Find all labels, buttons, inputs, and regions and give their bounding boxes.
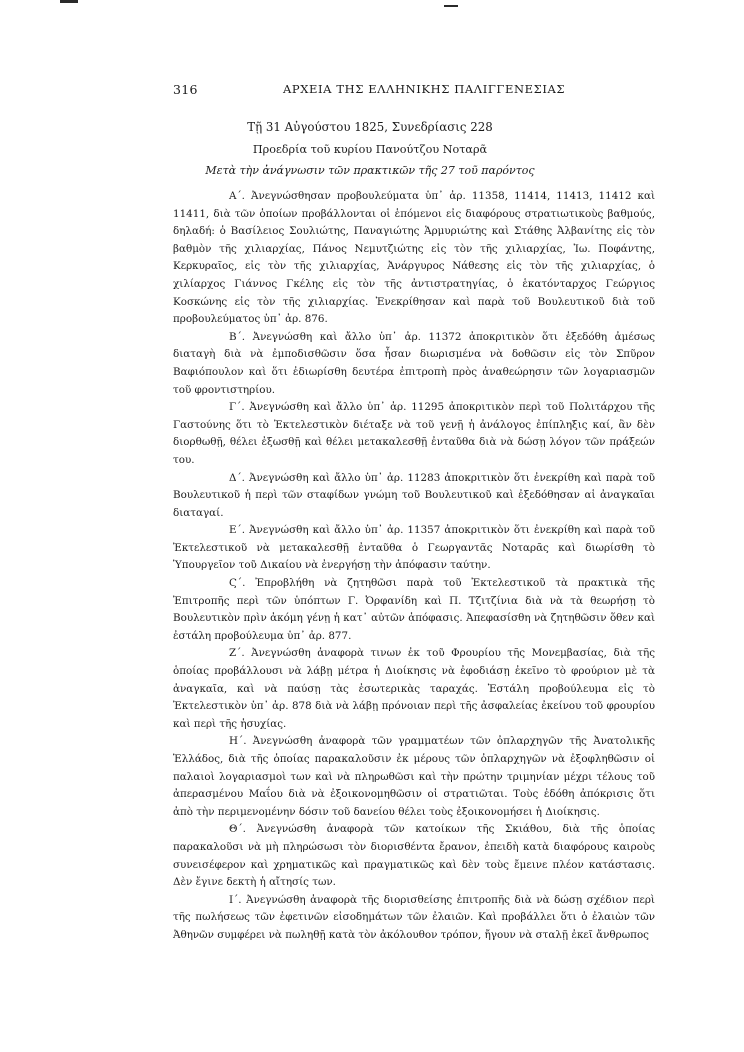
page-number: 316: [173, 82, 198, 97]
paragraph-g: Ζ΄. Ἀνεγνώσθη ἀναφορὰ τινων ἐκ τοῦ Φρουρίου τῆς Μονεμβασίας, διὰ τῆς ὁποίας προβάλλουσι νὰ λάβῃ μέτρα ἡ Διοίκησις νὰ ἐφοδιάσῃ ἐκεῖνο τὸ φρούριον μὲ τὰ ἀναγκαῖα, καὶ νὰ παύσῃ τὰς ἐσωτερικὰς ταραχάς. Ἐστάλη προβούλευμα εἰς τὸ Ἐκτελεστικὸν ὑπ᾽ ἀρ. 878 διὰ νὰ λάβῃ πρόνοιαν περὶ τῆς ἀσφαλείας ἐκείνου τοῦ φρουρίου καὶ περὶ τῆς ἡσυχίας.: [173, 647, 655, 730]
paragraph-j: Ι΄. Ἀνεγνώσθη ἀναφορὰ τῆς διορισθείσης ἐπιτροπῆς διὰ νὰ δώσῃ σχέδιον περὶ τῆς πωλήσεως τῶν ἐφετινῶν εἰσοδημάτων τῶν ἐλαιῶν. Καὶ προβάλλει ὅτι ὁ ἐλαιὼν τῶν Ἀθηνῶν συμφέρει νὰ πωληθῇ κατὰ τὸν ἀκόλουθον τρόπον, ἤγουν νὰ σταλῇ ἐκεῖ ἄνθρωπος: [173, 893, 655, 941]
running-title: ΑΡΧΕΙΑ ΤΗΣ ΕΛΛΗΝΙΚΗΣ ΠΑΛΙΓΓΕΝΕΣΙΑΣ: [283, 82, 566, 96]
paragraph-f: Ϛ΄. Ἐπροβλήθη νὰ ζητηθῶσι παρὰ τοῦ Ἐκτελεστικοῦ τὰ πρακτικὰ τῆς Ἐπιτροπῆς περὶ τῶν ὑπόπτων Γ. Ὀρφανίδη καὶ Π. Τζιτζίνια διὰ νὰ τὰ θεωρήσῃ τὸ Βουλευτικὸν πρὶν ἀκόμη γένῃ ἡ κατ᾽ αὐτῶν ἀπόφασις. Ἀπεφασίσθη νὰ ζητηθῶσιν ὅθεν καὶ ἐστάλη προβούλευμα ὑπ᾽ ἀρ. 877.: [173, 577, 655, 642]
document-body: [173, 188, 655, 945]
paragraph-a: Α΄. Ἀνεγνώσθησαν προβουλεύματα ὑπ᾽ ἀρ. 11358, 11414, 11413, 11412 καὶ 11411, διὰ τῶν ὁποίων προβάλλονται οἱ ἑπόμενοι εἰς διαφόρους στρατιωτικοὺς βαθμούς, δηλαδή: ὁ Βασίλειος Σουλιώτης, Παναγιώτης Ἁρμυριώτης καὶ Στάθης Ἀλβανίτης εἰς τὸν βαθμὸν τῆς χιλιαρχίας, Πάνος Νεμυτζιώτης εἰς τὸν τῆς χιλιαρχίας, Ἰω. Ποφάντης, Κερκυραῖος, εἰς τὸν τῆς χιλιαρχίας, Ἀνάργυρος Νάθεσης εἰς τὸν τῆς χιλιαρχίας, ὁ χιλίαρχος Γιάννος Γκέλης εἰς τὸν τῆς ἀντιστρατηγίας, ὁ ἑκατόνταρχος Γεώργιος Κοσκώνης εἰς τὸν τῆς χιλιαρχίας. Ἐνεκρίθησαν καὶ παρὰ τοῦ Βουλευτικοῦ διὰ τοῦ προβουλεύματος ὑπ᾽ ἀρ. 876.: [173, 190, 655, 326]
session-minutes-line: Μετὰ τὴν ἀνάγνωσιν τῶν πρακτικῶν τῆς 27 τοῦ παρόντος: [205, 164, 535, 177]
paragraph-i: Θ΄. Ἀνεγνώσθη ἀναφορὰ τῶν κατοίκων τῆς Σκιάθου, διὰ τῆς ὁποίας παρακαλοῦσι νὰ μὴ πληρώσωσι τὸν διορισθέντα ἔρανον, ἐπειδὴ κατὰ διαφόρους καιροὺς συνεισέφερον καὶ χρηματικῶς καὶ πραγματικῶς καὶ δὲν τοὺς ἔμεινε πλέον κατάστασις. Δὲν ἔγινε δεκτὴ ἡ αἴτησίς των.: [173, 823, 655, 889]
scan-artifact-center: [444, 5, 458, 7]
page-header: [173, 82, 566, 102]
session-chair-line: Προεδρία τοῦ κυρίου Πανούτζου Νοταρᾶ: [252, 143, 488, 156]
paragraph-e: Ε΄. Ἀνεγνώσθη καὶ ἄλλο ὑπ᾽ ἀρ. 11357 ἀποκριτικὸν ὅτι ἐνεκρίθη καὶ παρὰ τοῦ Ἐκτελεστικοῦ νὰ μετακαλεσθῇ ἐνταῦθα ὁ Γεωργαντᾶς Νοταρᾶς καὶ διωρίσθη τὸ Ὑπουργεῖον τοῦ Δικαίου νὰ ἐνεργήσῃ τὴν ἀπόφασιν ταύτην.: [173, 524, 655, 572]
session-date-line: Τῇ 31 Αὐγούστου 1825, Συνεδρίασις 228: [247, 120, 493, 134]
paragraph-h: Η΄. Ἀνεγνώσθη ἀναφορὰ τῶν γραμματέων τῶν ὀπλαρχηγῶν τῆς Ἀνατολικῆς Ἑλλάδος, διὰ τῆς ὁποίας παρακαλοῦσιν ἐκ μέρους τῶν ὀπλαρχηγῶν νὰ ἐξοφληθῶσιν οἱ παλαιοὶ λογαριασμοὶ των καὶ νὰ πληρωθῶσι καὶ τὴν πρώτην τριμηνίαν μέχρι τέλους τοῦ ἀπερασμένου Μαΐου διὰ νὰ ἐξοικονομηθῶσιν οἱ στρατιῶται. Τοὺς ἐδόθη ἀπόκρισις ὅτι ἀπὸ τὴν περιμενομένην δόσιν τοῦ δανείου θέλει τοὺς ἐξοικονομήσει ἡ Διοίκησις.: [173, 735, 655, 818]
scan-artifact-left: [60, 0, 78, 3]
paragraph-c: Γ΄. Ἀνεγνώσθη καὶ ἄλλο ὑπ᾽ ἀρ. 11295 ἀποκριτικὸν περὶ τοῦ Πολιτάρχου τῆς Γαστούνης ὅτι τὸ Ἐκτελεστικὸν διέταξε νὰ τοῦ γενῇ ἡ ἀνάλογος ἐπίπληξις καί, ἂν δὲν διορθωθῇ, θέλει ἐξωσθῇ καὶ θέλει μετακαλεσθῇ ἐνταῦθα διὰ νὰ δώσῃ λόγον τῶν πράξεών του.: [173, 401, 655, 466]
paragraph-b: Β΄. Ἀνεγνώσθη καὶ ἄλλο ὑπ᾽ ἀρ. 11372 ἀποκριτικὸν ὅτι ἐξεδόθη ἀμέσως διαταγὴ διὰ νὰ ἐμποδισθῶσιν ὅσα ἦσαν διωρισμένα νὰ δοθῶσιν εἰς τὸν Σπῦρον Βαφιόπουλον καὶ ὅτι ἐδιωρίσθη δευτέρα ἐπιτροπὴ πρὸς ἀναθεώρησιν τῶν λογαριασμῶν τοῦ φροντιστηρίου.: [173, 330, 655, 396]
paragraph-d: Δ΄. Ἀνεγνώσθη καὶ ἄλλο ὑπ᾽ ἀρ. 11283 ἀποκριτικὸν ὅτι ἐνεκρίθη καὶ παρὰ τοῦ Βουλευτικοῦ ἡ περὶ τῶν σταφίδων γνώμη τοῦ Βουλευτικοῦ καὶ ἐξεδόθησαν αἱ ἀναγκαῖαι διαταγαί.: [173, 471, 655, 519]
